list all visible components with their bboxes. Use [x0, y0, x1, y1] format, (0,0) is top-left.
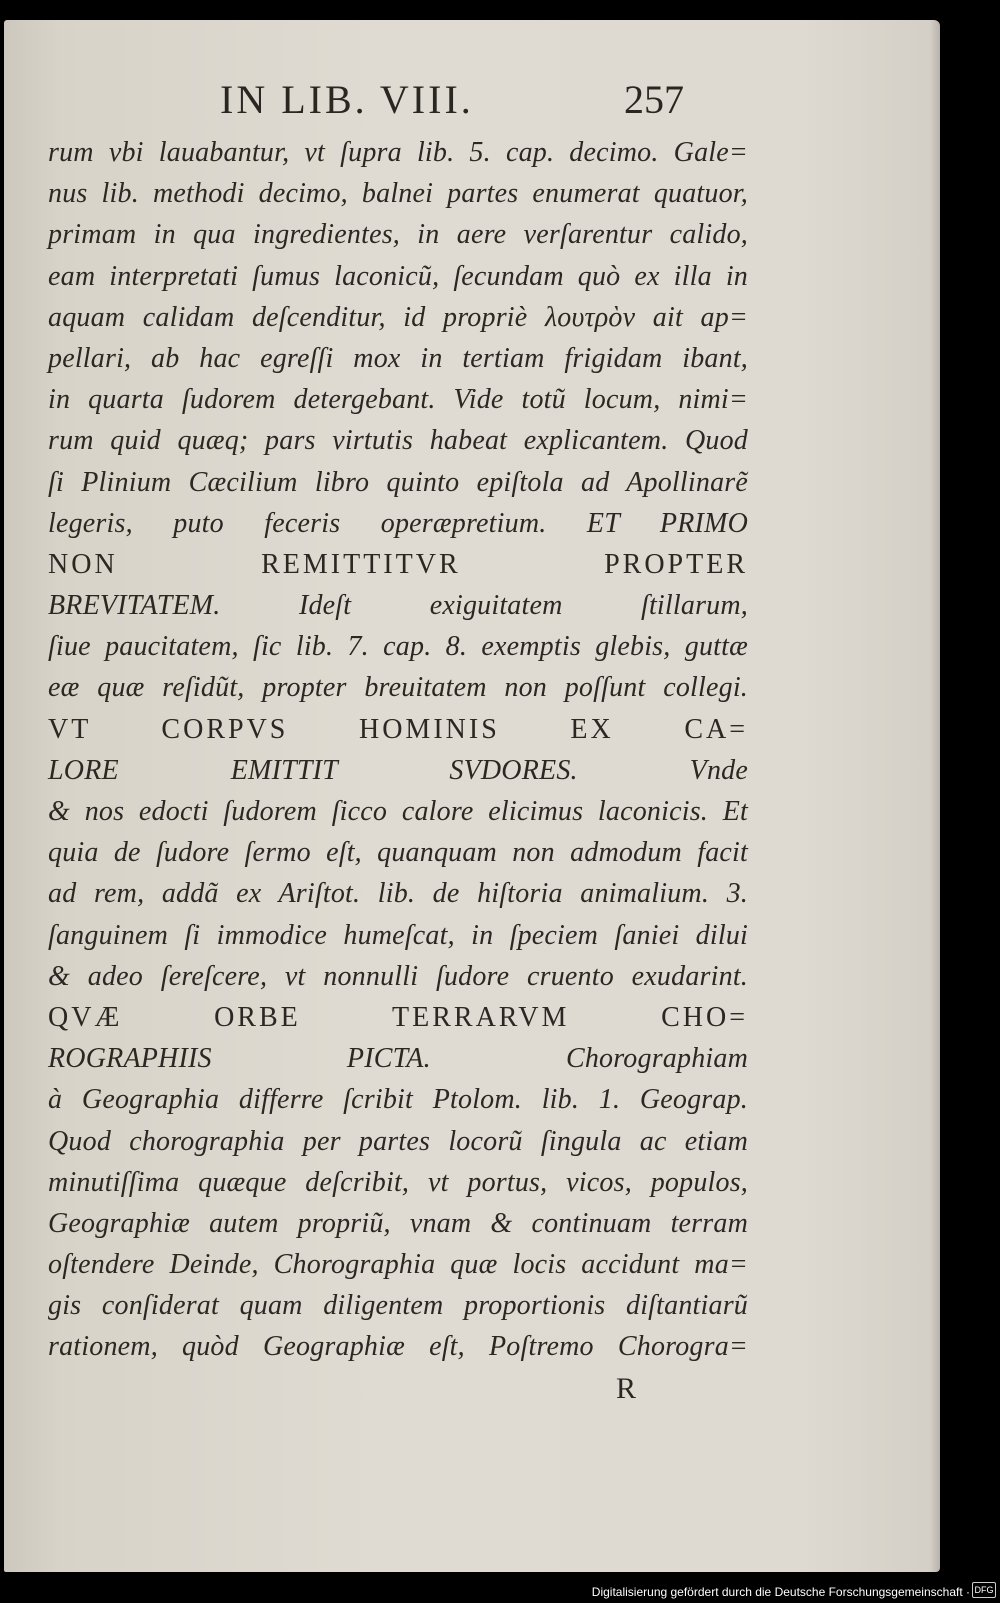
- page-header: [4, 76, 940, 126]
- text-line: oſtendere Deinde, Chorographia quæ locis accidunt ma=: [48, 1249, 748, 1281]
- text-line: & adeo ſereſcere, vt nonnulli ſudore cruento exudarint.: [48, 960, 748, 992]
- text-line: minutiſſima quæque deſcribit, vt portus, vicos, populos,: [48, 1166, 748, 1198]
- text-line: rum quid quæq; pars virtutis habeat explicantem. Quod: [48, 425, 748, 457]
- text-line: LORE EMITTIT SVDORES. Vnde: [48, 754, 748, 786]
- lemma-line: QVÆ ORBE TERRARVM CHO=: [48, 1001, 748, 1033]
- text-line: ſanguinem ſi immodice humeſcat, in ſpeciem ſaniei dilui: [48, 919, 748, 951]
- text-line: quia de ſudore ſermo eſt, quanquam non admodum facit: [48, 837, 748, 869]
- text-line: legeris, puto feceris operæpretium. ET PRIMO: [48, 507, 748, 539]
- text-line: BREVITATEM. Ideſt exiguitatem ſtillarum,: [48, 590, 748, 622]
- signature-mark: R: [616, 1372, 637, 1405]
- text-line: à Geographia differre ſcribit Ptolom. lib. 1. Geograp.: [48, 1084, 748, 1116]
- text-line: eam interpretati ſumus laconicũ, ſecundam quò ex illa in: [48, 260, 748, 292]
- text-line: eæ quæ reſidũt, propter breuitatem non poſſunt collegi.: [48, 672, 748, 704]
- funding-credit: Digitalisierung gefördert durch die Deutsche Forschungsgemeinschaft ·: [591, 1585, 970, 1599]
- text-line: primam in qua ingredientes, in aere verſarentur calido,: [48, 219, 748, 251]
- text-line: aquam calidam deſcenditur, id propriè λουτρὸν ait ap=: [48, 301, 748, 333]
- book-page: [4, 20, 940, 1572]
- text-line: Quod chorographia per partes locorũ ſingula ac etiam: [48, 1125, 748, 1157]
- body-text: [48, 132, 748, 1368]
- lemma-line: NON REMITTITVR PROPTER: [48, 548, 748, 580]
- text-line: in quarta ſudorem detergebant. Vide totũ locum, nimi=: [48, 384, 748, 416]
- text-line: ROGRAPHIIS PICTA. Chorographiam: [48, 1043, 748, 1075]
- text-line: rum vbi lauabantur, vt ſupra lib. 5. cap. decimo. Gale=: [48, 137, 748, 168]
- text-line: pellari, ab hac egreſſi mox in tertiam frigidam ibant,: [48, 342, 748, 374]
- text-line: ſiue paucitatem, ſic lib. 7. cap. 8. exemptis glebis, guttæ: [48, 631, 748, 663]
- lemma-line: VT CORPVS HOMINIS EX CA=: [48, 713, 748, 745]
- text-line: ad rem, addã ex Ariſtot. lib. de hiſtoria animalium. 3.: [48, 878, 748, 910]
- text-line: nus lib. methodi decimo, balnei partes enumerat quatuor,: [48, 178, 748, 210]
- text-line: rationem, quòd Geographiæ eſt, Poſtremo Chorogra=: [48, 1331, 748, 1363]
- page-number: 257: [624, 77, 684, 122]
- dfg-logo-icon[interactable]: DFG: [972, 1582, 996, 1598]
- text-line: gis conſiderat quam diligentem proportionis diſtantiarũ: [48, 1290, 748, 1322]
- text-line: Geographiæ autem propriũ, vnam & continuam terram: [48, 1207, 748, 1239]
- footer-bar: [0, 1577, 1000, 1603]
- text-line: ſi Plinium Cæcilium libro quinto epiſtola ad Apollinarẽ: [48, 466, 748, 498]
- running-title: IN LIB. VIII.: [220, 77, 474, 122]
- text-line: & nos edocti ſudorem ſicco calore elicimus laconicis. Et: [48, 796, 748, 827]
